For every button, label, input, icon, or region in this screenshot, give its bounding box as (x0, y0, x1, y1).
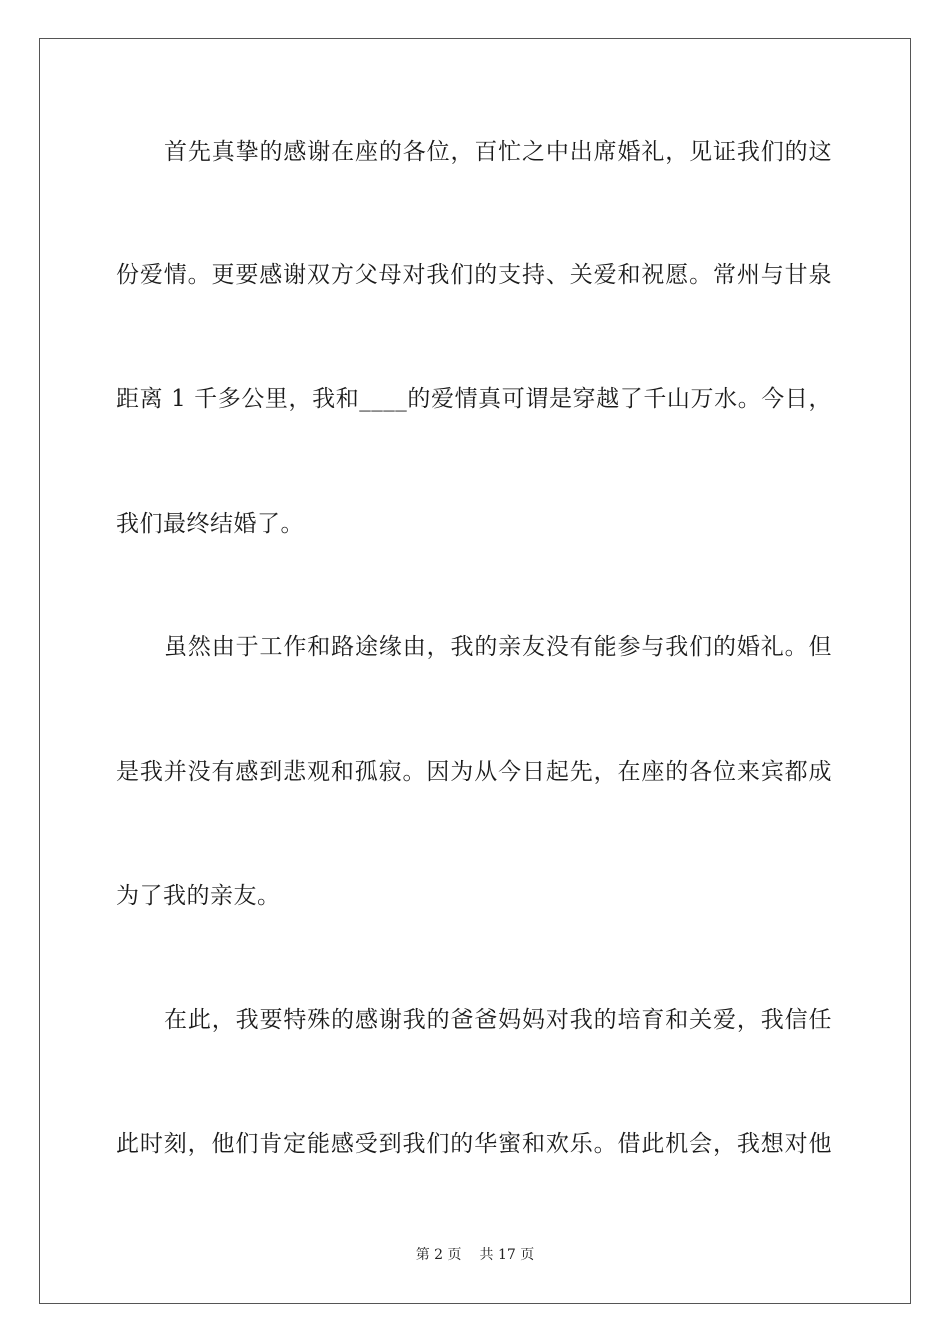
paragraph-1-line-4: 我们最终结婚了。 (116, 511, 304, 537)
paragraph-3-line-2: 此时刻，他们肯定能感受到我们的华蜜和欢乐。借此机会，我想对他 (116, 1131, 832, 1157)
paragraph-1-line-1: 首先真挚的感谢在座的各位，百忙之中出席婚礼，见证我们的这 (164, 139, 832, 165)
paragraph-2-line-2: 是我并没有感到悲观和孤寂。因为从今日起先，在座的各位来宾都成 (116, 759, 832, 785)
paragraph-1-line-2: 份爱情。更要感谢双方父母对我们的支持、关爱和祝愿。常州与甘泉 (116, 262, 832, 288)
page-frame (39, 38, 911, 1304)
page-total: 共 17 页 (479, 1247, 535, 1263)
paragraph-3-line-1: 在此，我要特殊的感谢我的爸爸妈妈对我的培育和关爱，我信任 (164, 1007, 832, 1033)
page-footer (0, 1246, 950, 1264)
paragraph-2-line-3: 为了我的亲友。 (116, 883, 281, 909)
paragraph-2-line-1: 虽然由于工作和路途缘由，我的亲友没有能参与我们的婚礼。但 (164, 634, 832, 660)
paragraph-1-line-3: 距离 1 千多公里，我和____的爱情真可谓是穿越了千山万水。今日， (116, 386, 832, 412)
page-number: 第 2 页 (415, 1247, 462, 1263)
